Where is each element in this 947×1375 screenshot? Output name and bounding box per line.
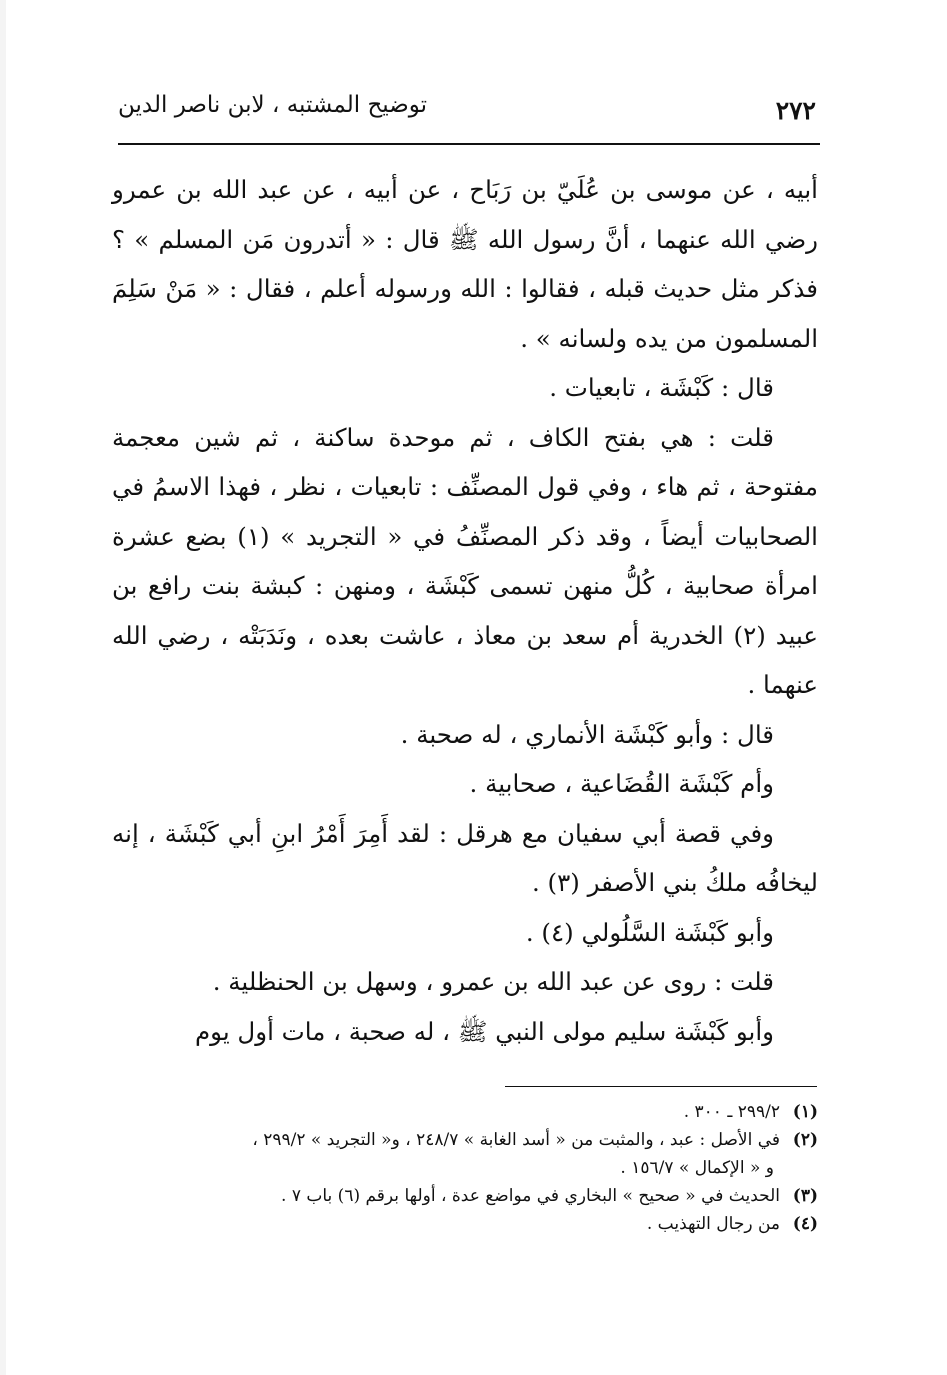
paragraph: وفي قصة أبي سفيان مع هرقل : لقد أَمِرَ أَمْرُ ابنِ أبي كَبْشَة ، إنه ليخافُه ملكُ بني الأصفر (٣) . xyxy=(112,818,818,897)
page-header xyxy=(118,86,820,130)
footnote-continuation: و « الإكمال » ١٥٦/٧ . xyxy=(620,1158,774,1178)
paragraph: قال : كَبْشَة ، تابعيات . xyxy=(549,373,774,402)
paragraph: وأبو كَبْشَة سليم مولى النبي ﷺ ، له صحبة ، مات أول يوم xyxy=(195,1016,774,1046)
binding-edge xyxy=(0,0,6,1375)
paragraph: قلت : روى عن عبد الله بن عمرو ، وسهل بن الحنظلية . xyxy=(212,967,774,996)
footnote xyxy=(110,1182,818,1210)
paragraph: وأبو كَبْشَة السَّلُولي (٤) . xyxy=(525,917,774,947)
footnote-number: (٣) xyxy=(792,1186,818,1206)
footnote xyxy=(110,1098,818,1126)
footnote-text: في الأصل : عبد ، والمثبت من « أسد الغابة » ٢٤٨/٧ ، و« التجريد » ٢٩٩/٢ ، xyxy=(252,1130,780,1150)
footnote-number: (٤) xyxy=(792,1214,818,1234)
footnote-rule xyxy=(505,1086,817,1087)
footnote-number: (٢) xyxy=(792,1130,818,1150)
footnote xyxy=(110,1126,818,1154)
footnote-text: الحديث في « صحيح » البخاري في مواضع عدة ، أولها برقم (٦) باب ٧ . xyxy=(281,1186,780,1206)
footnote-number: (١) xyxy=(792,1102,818,1122)
page-number: ٢٧٢ xyxy=(775,96,816,125)
footnote xyxy=(110,1210,818,1238)
footnotes xyxy=(110,1098,818,1238)
paragraph: أبيه ، عن موسى بن عُلَيّ بن رَبَاح ، عن أبيه ، عن عبد الله بن عمرو رضي الله عنهما ، أنَّ رسول الله ﷺ قال : « أتدرون مَن المسلم » ؟ فذكر مثل حديث قبله ، فقالوا : الله ورسوله أعلم ، فقال : « مَنْ سَلِمَ المسلمون من يده ولسانه » . xyxy=(112,175,818,353)
main-text xyxy=(112,165,818,1056)
paragraph: قال : وأبو كَبْشَة الأنماري ، له صحبة . xyxy=(400,719,774,749)
footnote-text: من رجال التهذيب . xyxy=(646,1214,780,1234)
paragraph: قلت : هي بفتح الكاف ، ثم موحدة ساكنة ، ثم شين معجمة مفتوحة ، ثم هاء ، وفي قول المصنِّف : تابعيات ، نظر ، فهذا الاسمُ في الصحابيات أيضاً ، وقد ذكر المصنِّفُ في « التجريد » (١) بضع عشرة امرأة صحابية ، كُلُّ منهن تسمى كَبْشَة ، ومنهن : كبشة بنت رافع بن عبيد (٢) الخدرية أم سعد بن معاذ ، عاشت بعده ، ونَدَبَتْه ، رضي الله عنهما . xyxy=(112,422,818,699)
running-title: توضيح المشتبه ، لابن ناصر الدين xyxy=(118,92,428,118)
header-rule xyxy=(118,143,820,145)
paragraph: وأم كَبْشَة القُضَاعية ، صحابية . xyxy=(469,769,774,798)
footnote-text: ٢٩٩/٢ ـ ٣٠٠ . xyxy=(683,1102,780,1122)
